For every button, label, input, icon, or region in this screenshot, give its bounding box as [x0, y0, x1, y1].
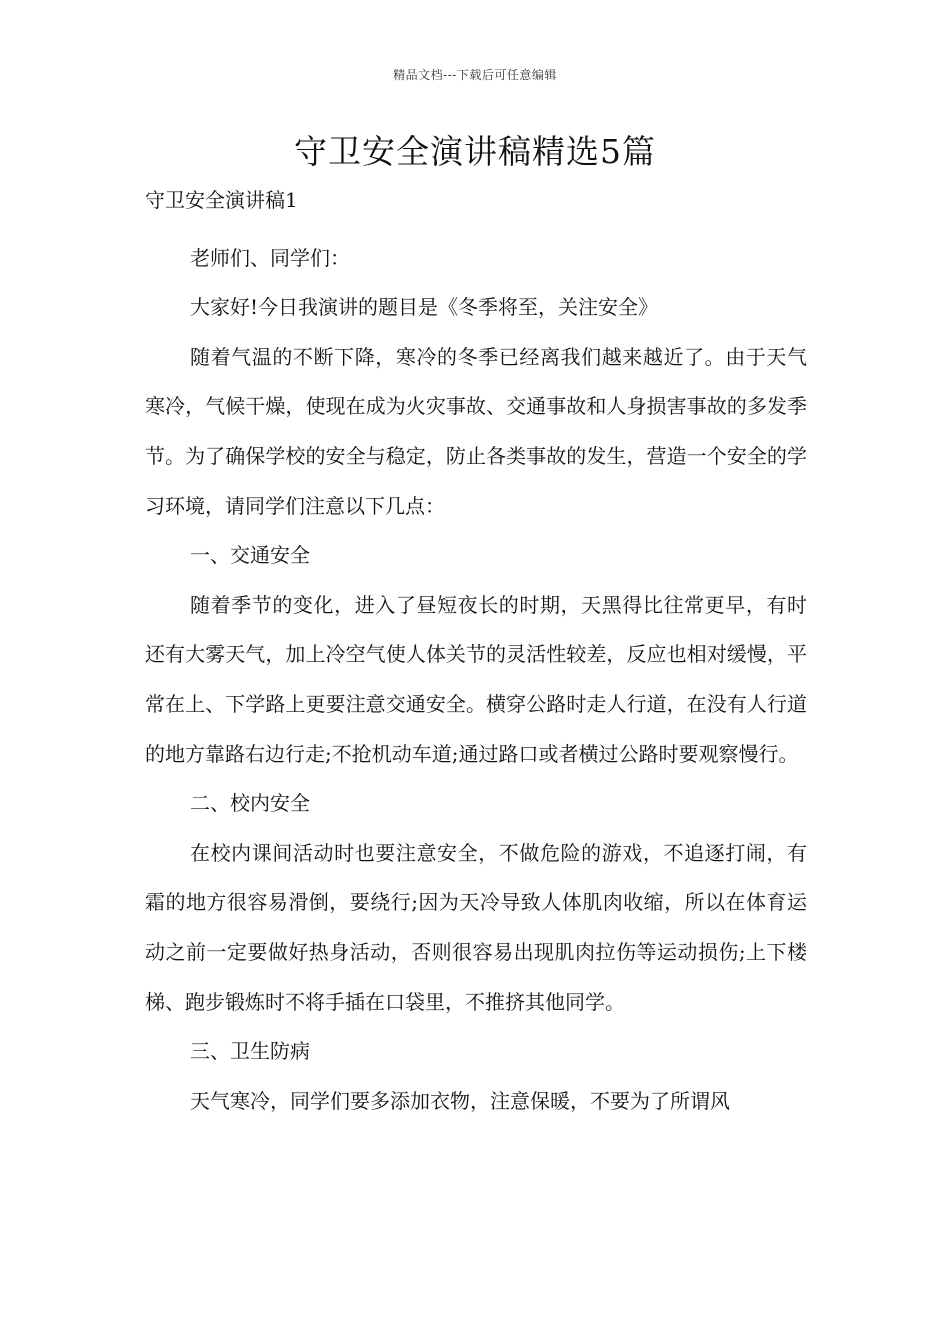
section-heading-campus: 二、校内安全	[190, 791, 310, 816]
greeting-paragraph: 老师们、同学们：	[190, 245, 350, 270]
body-paragraph: 在校内课间活动时也要注意安全，不做危险的游戏，不追逐打闹，有霜的地方很容易滑倒，要绕行;因为天冷导致人体肌肉收缩，所以在体育运动之前一定要做好热身活动，否则很容易出现肌肉拉伤等运动损伤;上下楼梯、跑步锻炼时不将手插在口袋里，不推挤其他同学。	[145, 840, 807, 1014]
section-heading-traffic: 一、交通安全	[190, 543, 310, 568]
section-heading-hygiene: 三、卫生防病	[190, 1039, 310, 1064]
document-title: 守卫安全演讲稿精选5篇	[294, 132, 656, 171]
body-paragraph: 天气寒冷，同学们要多添加衣物，注意保暖，不要为了所谓风	[190, 1088, 730, 1113]
intro-paragraph: 大家好!今日我演讲的题目是《冬季将至，关注安全》	[190, 295, 659, 320]
body-paragraph: 随着季节的变化，进入了昼短夜长的时期，天黑得比往常更早，有时还有大雾天气，加上冷空气使人体关节的灵活性较差，反应也相对缓慢，平常在上、下学路上更要注意交通安全。横穿公路时走人行道，在没有人行道的地方靠路右边行走;不抢机动车道;通过路口或者横过公路时要观察慢行。	[145, 592, 807, 766]
section-subtitle: 守卫安全演讲稿1	[145, 188, 298, 212]
header-note: 精品文档---下载后可任意编辑	[393, 68, 557, 82]
document-body	[145, 176, 807, 1126]
body-paragraph: 随着气温的不断下降，寒冷的冬季已经离我们越来越近了。由于天气寒冷，气候干燥，使现在成为火灾事故、交通事故和人身损害事故的多发季节。为了确保学校的安全与稳定，防止各类事故的发生，营造一个安全的学习环境，请同学们注意以下几点：	[145, 344, 807, 518]
